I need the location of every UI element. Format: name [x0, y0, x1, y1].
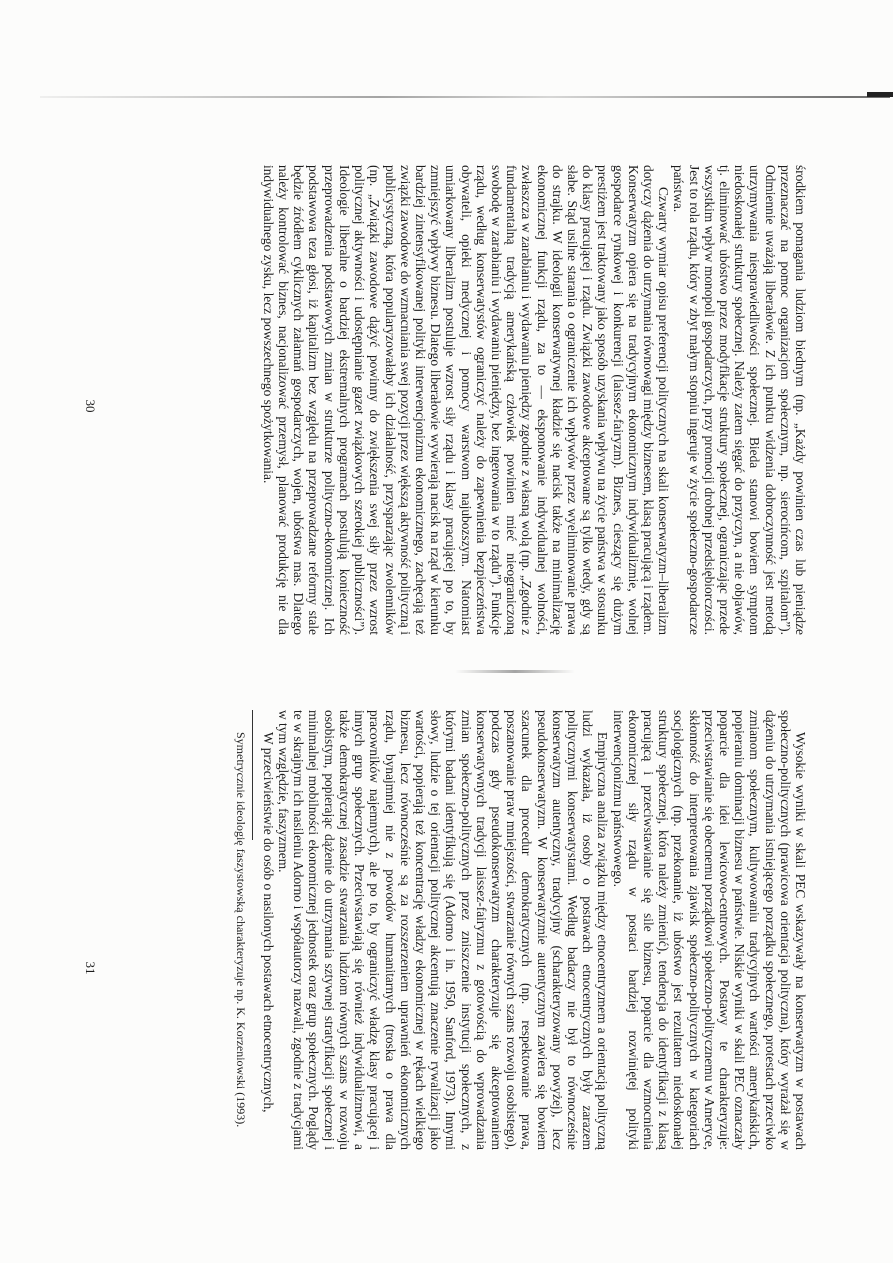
footnote-rule: [252, 710, 253, 840]
footnote: Symetrycznie ideologię faszystowską charakteryzuje np. K. Korzeniowski (1993).: [233, 732, 248, 1128]
book-spine-shadow: [455, 670, 575, 673]
page-31-text: [118, 710, 808, 1150]
paragraph: W przeciwieństwie do osób o nasilonych postawach etnocentrycznych,: [260, 732, 276, 1113]
paragraph: Czwarty wymiar opisu preferencji politycznych na skali konserwatyzm–liberalizm dotyczy dążenia do utrzymania równowagi między biznesem, klasą pracującą i rządem. Konserwatyzm opiera się na tradycyjnym ekonomicznym indywidualizmie, wolnej gospodarce rynkowej i konkurencji (laissez-fairyzm). Biznes, cieszący się dużym prestiżem jest traktowany jako sposób uzyskania wpływu na życie państwa w stosunku do klasy pracującej i rządu. Związki zawodowe akceptowane są tylko wtedy, gdy są słabe. Stąd usilne starania o ograniczenie ich wpływów przez wyeliminowanie prawa do strajku. W ideologii konserwatywnej kładzie się nacisk także na minimalizację ekonomicznej funkcji rządu, za to — eksponowanie indywidualnej wolności, zwłaszcza w zarabianiu i wydawaniu pieniędzy zgodnie z własną wolą (np. „Zgodnie z fundamentalną tradycją amerykańską człowiek powinien mieć nieograniczoną swobodę w zarabianiu i wydawaniu pieniędzy, bez ingerowania w to rządu”). Funkcje rządu, według konserwatystów ograniczyć należy do zapewnienia bezpieczeństwa obywateli, opieki medycznej i pomocy warstwom najubozszym. Natomiast umiarkowany liberalizm postuluje wzrost siły rządu i klasy pracującej po to, by zmniejszyć wpływy biznesu. Dlatego liberałowie wywierają nacisk na rząd w kierunku bardziej zintensyfikowanej polityki interwencjonizmu ekonomicznego, zachęcają też związki zawodowe do wzmacniania swej pozycji przez większą aktywność polityczną i publicystyczną, która popularyzowałaby ich działalność, przysparzając zwolenników (np. „Związki zawodowe dążyć powinny do zwiększenia swej siły przez wzrost politycznej aktywności i udostępnianie gazet związkowych szerokiej publiczności”). Ideologie liberalne o bardziej ekstremalnych programach postulują konieczność przeprowadzenia podstawowych zmian w strukturze polityczno-ekonomicznej. Ich podstawowa teza głosi, iż kapitalizm bez względu na przeprowadzane reformy stale będzie źródłem cyklicznych załamań gospodarczych, wojen, ubóstwa mas. Dlatego należy kontrolować biznes, nacjonalizować przemysł, planować produkcję nie dla indywidualnego zysku, lecz powszechnego spożytkowania.: [260, 165, 672, 635]
page-30-text: [118, 165, 808, 635]
paragraph: środkiem pomagania ludziom biednym (np. „Każdy powinien czas lub pieniądze przeznaczać na pomoc organizacjom społecznym, np. sierocińcom, szpitalom”). Odmiennie uważają liberałowie. Z ich punktu widzenia dobroczynność jest metodą utrzymywania niesprawiedliwości społecznej. Bieda stanowi bowiem symptom niedoskonałej struktury społecznej. Należy zatem sięgać do przyczyn, a nie objawów, tj. eliminować ubóstwo przez modyfikacje struktury społecznej, ograniczając przede wszystkim wpływ monopoli gospodarczych, przy promocji drobnej przedsiębiorczości. Jest to rola rządu, który w zbyt małym stopniu ingeruje w życie społeczno-gospodarcze państwa.: [671, 165, 808, 635]
scan-edge-line: [40, 96, 890, 98]
scan-edge-mark: [867, 92, 893, 97]
page-number-30: 30: [83, 399, 98, 413]
paragraph: Empiryczna analiza związku między etnocentryzmem a orientacją polityczną ludzi wykazała, iż osoby o postawach etnocentrycznych były zarazem politycznymi konserwatystami. Według badaczy nie był to równocześnie konserwatyzm autentyczny, tradycyjny (scharakteryzowany powyżej), lecz pseudokonserwatyzm. W konserwatyzmie autentycznym zawiera się bowiem szacunek dla procedur demokratycznych (np. respektowanie prawa, poszanowanie praw mniejszości, stwarzanie równych szans rozwoju osobistego), podczas gdy pseudokonserwatyzm charakteryzuje się akceptowaniem konserwatywnych tradycji laissez-fairyzmu z gotowością do wprowadzania zmian społeczno-politycznych przez zniszczenie instytucji społecznych, z którymi badani identyfikują się (Adorno i in. 1950, Sanford, 1973). Innymi słowy, ludzie o tej orientacji politycznej akcentują znaczenie rywalizacji jako wartości, popierają też koncentrację władzy ekonomicznej w rękach wielkiego biznesu, lecz równocześnie są za rozszerzeniem uprawnień ekonomicznych rządu, bynajmniej nie z powodów humanitarnych (troska o prawa dla pracowników najemnych), ale po to, by ograniczyć władzę klasy pracującej i innych grup społecznych. Przeciwstawiają się również indywidualizmowi, a także demokratycznej zasadzie stwarzania ludziom równych szans w rozwoju osobistym, popierając dążenie do utrzymania sztywnej stratyfikacji społecznej i minimalnej mobilności ekonomicznej jednostek oraz grup społecznych. Poglądy te w skrajnym ich nasileniu Adorno i współautorzy nazwali, zgodnie z tradycjami w tym względzie, faszyzmem.: [276, 710, 611, 1150]
paragraph: Wysokie wyniki w skali PEC wskazywały na konserwatyzm w postawach społeczno-politycznych (prawicowa orientacja polityczna), który wyrażał się w dążeniu do utrzymania istniejącego porządku społecznego, protestach przeciwko zmianom społecznym, kultywowaniu tradycyjnych wartości amerykańskich, popieraniu dominacji biznesu w państwie. Niskie wyniki w skali PEC oznaczały poparcie dla idei lewicowo-centrowych. Postawy te charakteryzuje: przeciwstawianie się obecnemu porządkowi społeczno-politycznemu w Ameryce, skłonność do interpretowania zjawisk społeczno-politycznych w kategoriach socjologicznych (np. przekonanie, iż ubóstwo jest rezultatem niedoskonałej struktury społecznej, która należy zmienić), tendencja do identyfikacji z klasą pracującą i przeciwstawianie się sile biznesu, poparcie dla wzmocnienia ekonomicznej siły rządu w postaci bardziej rozwiniętej polityki interwencjonizmu państwowego.: [610, 710, 808, 1150]
page-number-31: 31: [83, 961, 98, 975]
